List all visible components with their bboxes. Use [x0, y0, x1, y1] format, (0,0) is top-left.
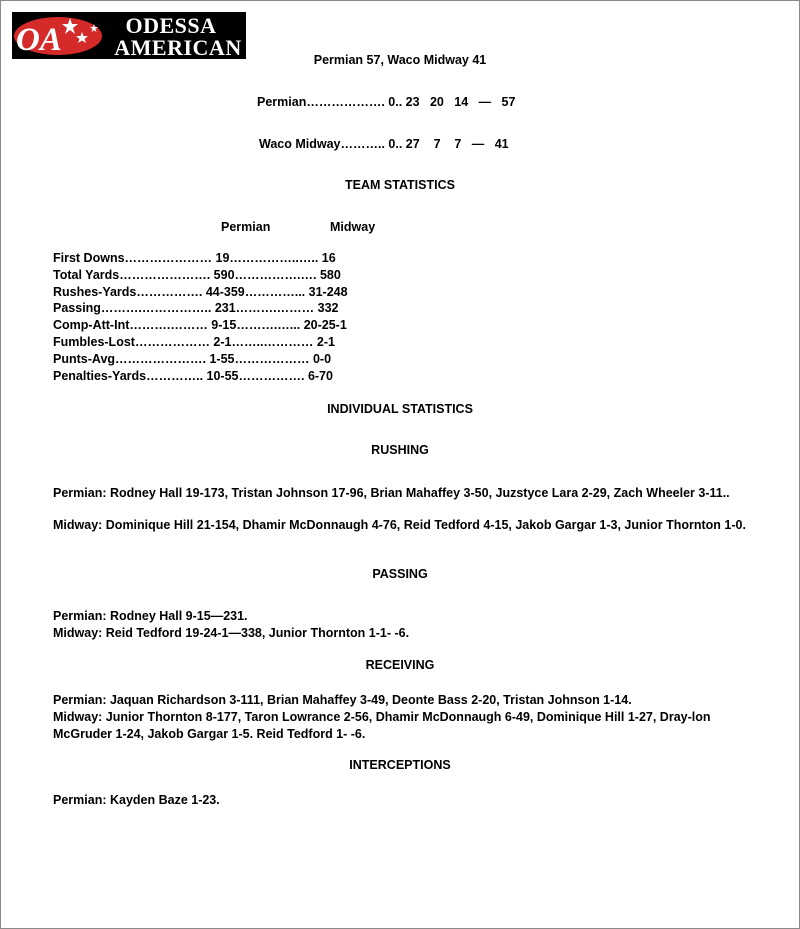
passing-permian: Permian: Rodney Hall 9-15—231. — [53, 609, 248, 623]
receiving-midway: Midway: Junior Thornton 8-177, Taron Lowrance 2-56, Dhamir McDonnaugh 6-49, Dominique Hill 1-27, Dray-lon McGruder 1-24, Jakob Gargar 1-5. Reid Tedford 1- -6. — [53, 710, 711, 741]
rushing-permian: Permian: Rodney Hall 19-173, Tristan Johnson 17-96, Brian Mahaffey 3-50, Juzstyce Lara 2-29, Zach Wheeler 3-11.. — [53, 486, 730, 500]
interceptions-heading: INTERCEPTIONS — [349, 758, 451, 772]
rushing-midway: Midway: Dominique Hill 21-154, Dhamir McDonnaugh 4-76, Reid Tedford 4-15, Jakob Gargar 1-3, Junior Thornton 1-0. — [53, 518, 746, 532]
linescore-midway: Waco Midway……….. 0.. 27 7 7 — 41 — [259, 137, 509, 151]
passing-midway: Midway: Reid Tedford 19-24-1—338, Junior Thornton 1-1- -6. — [53, 626, 410, 640]
headline: Permian 57, Waco Midway 41 — [313, 53, 487, 67]
team-stats-table — [53, 251, 348, 385]
team-stats-column-permian: Permian — [221, 220, 271, 234]
receiving-heading: RECEIVING — [365, 658, 435, 672]
stat-row-passing: Passing……….…………….. 231……….……… 332 — [53, 301, 339, 316]
stat-row-punts-avg: Punts-Avg…………………. 1-55……………… 0-0 — [53, 351, 332, 366]
stat-row-rushes-yards: Rushes-Yards……………. 44-359…………... 31-248 — [53, 284, 348, 299]
stat-row-first-downs: First Downs………………… 19……………..….. 16 — [53, 251, 336, 265]
logo-name-line2: AMERICAN — [114, 35, 242, 59]
logo-graphic — [12, 12, 246, 59]
interceptions-permian: Permian: Kayden Baze 1-23. — [53, 793, 220, 807]
stat-row-comp-att-int: Comp-Att-Int……….……… 9-15……….…... 20-25-1 — [53, 318, 347, 333]
stat-row-fumbles-lost: Fumbles-Lost……………… 2-1……..………… 2-1 — [53, 334, 335, 349]
individual-statistics-heading: INDIVIDUAL STATISTICS — [327, 402, 473, 416]
odessa-american-logo — [12, 12, 246, 59]
receiving-permian: Permian: Jaquan Richardson 3-111, Brian Mahaffey 3-49, Deonte Bass 2-20, Tristan Johnson 1-14. — [53, 693, 632, 707]
team-statistics-heading: TEAM STATISTICS — [345, 178, 455, 192]
linescore-permian: Permian………………. 0.. 23 20 14 — 57 — [257, 95, 516, 109]
passing-heading: PASSING — [372, 567, 428, 581]
logo-name-line1: ODESSA — [125, 13, 217, 38]
stat-row-penalties-yards: Penalties-Yards………….. 10-55……………. 6-70 — [53, 368, 333, 383]
stat-row-total-yards: Total Yards…………………. 590…………….…. 580 — [53, 267, 341, 282]
logo-mark: OA — [16, 22, 62, 58]
rushing-heading: RUSHING — [371, 443, 429, 457]
team-stats-column-midway: Midway — [330, 220, 376, 234]
